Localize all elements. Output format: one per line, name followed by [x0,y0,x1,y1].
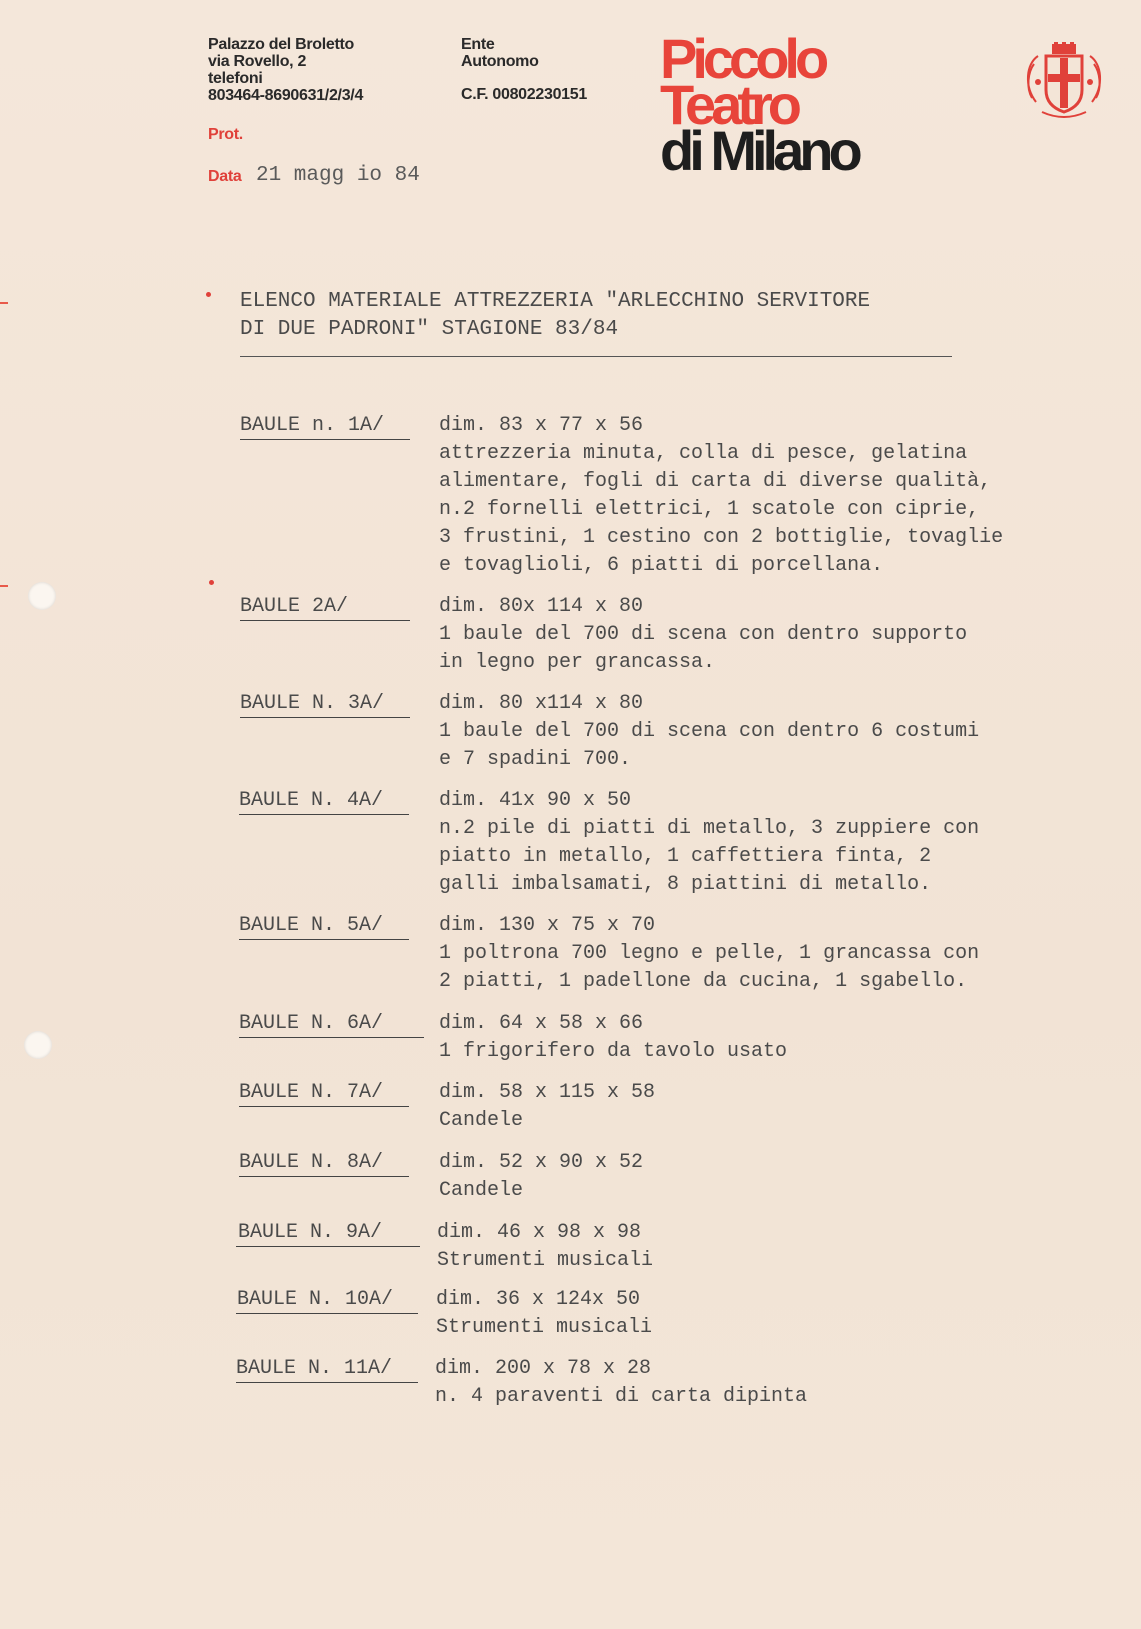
fold-mark [0,302,8,304]
title-line: ELENCO MATERIALE ATTREZZERIA "ARLECCHINO SERVITORE [240,290,871,313]
letterhead-address [208,36,363,104]
ente-line: Ente [461,36,495,53]
label-underline [240,717,410,718]
entry-line: 1 baule del 700 di scena con dentro supporto [439,623,968,646]
entry-line: dim. 130 x 75 x 70 [439,914,656,937]
punch-hole [24,1031,52,1059]
fold-mark [0,585,8,587]
entry-line: Strumenti musicali [436,1316,653,1339]
entry-line: 1 poltrona 700 legno e pelle, 1 grancassa con [439,942,980,965]
label-underline [239,1176,409,1177]
entry-label: BAULE 2A/ [240,595,349,618]
logo-line: di Milano [660,119,858,182]
entry-label: BAULE N. 4A/ [239,789,384,812]
red-dot [209,580,214,585]
entry-line: dim. 83 x 77 x 56 [439,414,644,437]
entry-line: e tovaglioli, 6 piatti di porcellana. [439,554,884,577]
entry-line: n.2 pile di piatti di metallo, 3 zuppiere con [439,817,980,840]
date-value: 21 magg io 84 [256,164,420,187]
entry-description [439,412,1003,580]
letterhead-cf: C.F. 00802230151 [461,86,587,103]
entry-line: 2 piatti, 1 padellone da cucina, 1 sgabello. [439,970,968,993]
entry-line: Candele [439,1179,524,1202]
label-underline [240,439,410,440]
entry-line: dim. 58 x 115 x 58 [439,1081,656,1104]
entry-line: dim. 80x 114 x 80 [439,595,644,618]
entry-line: n. 4 paraventi di carta dipinta [435,1385,808,1408]
entry-description [439,690,979,774]
entry-label: BAULE N. 5A/ [239,914,384,937]
entry-line: Strumenti musicali [437,1249,654,1272]
title-line: DI DUE PADRONI" STAGIONE 83/84 [240,318,619,341]
entry-label: BAULE n. 1A/ [240,414,385,437]
entry-line: alimentare, fogli di carta di diverse qualità, [439,470,992,493]
entry-label: BAULE N. 7A/ [239,1081,384,1104]
label-underline [236,1313,418,1314]
label-underline [239,939,409,940]
address-line: 803464-8690631/2/3/4 [208,87,364,104]
entry-label: BAULE N. 10A/ [237,1288,394,1311]
entry-label: BAULE N. 11A/ [236,1357,393,1380]
entry-line: dim. 41x 90 x 50 [439,789,632,812]
entry-line: dim. 36 x 124x 50 [436,1288,641,1311]
entry-description [435,1355,807,1411]
ente-line: Autonomo [461,53,539,70]
entry-label: BAULE N. 3A/ [240,692,385,715]
label-underline [239,1106,409,1107]
entry-label: BAULE N. 6A/ [239,1012,384,1035]
entry-line: dim. 80 x114 x 80 [439,692,644,715]
milan-crest-icon [1022,42,1106,124]
logo-line: Piccolo [660,27,825,90]
address-line: Palazzo del Broletto [208,36,355,53]
entry-description [439,1149,643,1205]
entry-description [439,1010,787,1066]
label-underline [236,1246,420,1247]
punch-hole [28,582,56,610]
document-title [240,288,870,344]
label-underline [236,1382,418,1383]
data-label: Data [208,168,242,185]
address-line: telefoni [208,70,263,87]
entry-line: 3 frustini, 1 cestino con 2 bottiglie, tovaglie [439,526,1004,549]
entry-line: e 7 spadini 700. [439,748,632,771]
entry-line: dim. 52 x 90 x 52 [439,1151,644,1174]
entry-description [437,1219,653,1275]
entry-description [439,787,979,899]
entry-line: piatto in metallo, 1 caffettiera finta, 2 [439,845,932,868]
label-underline [239,1037,424,1038]
address-line: via Rovello, 2 [208,53,307,70]
piccolo-teatro-logo [660,27,858,182]
entry-description [439,912,979,996]
entry-line: attrezzeria minuta, colla di pesce, gelatina [439,442,968,465]
entry-line: n.2 fornelli elettrici, 1 scatole con ciprie, [439,498,980,521]
entry-line: Candele [439,1109,524,1132]
entry-description [439,593,967,677]
entry-line: dim. 46 x 98 x 98 [437,1221,642,1244]
entry-line: in legno per grancassa. [439,651,716,674]
title-underline [240,356,952,357]
entry-line: galli imbalsamati, 8 piattini di metallo. [439,873,932,896]
label-underline [239,814,409,815]
entry-line: 1 baule del 700 di scena con dentro 6 costumi [439,720,980,743]
entry-description [439,1079,655,1135]
entry-label: BAULE N. 8A/ [239,1151,384,1174]
prot-label: Prot. [208,126,243,143]
entry-line: dim. 200 x 78 x 28 [435,1357,652,1380]
entry-description [436,1286,652,1342]
entry-label: BAULE N. 9A/ [238,1221,383,1244]
title-bullet [206,292,211,297]
letterhead-ente [461,36,539,70]
logo-line: Teatro [660,73,797,136]
label-underline [240,620,410,621]
entry-line: dim. 64 x 58 x 66 [439,1012,644,1035]
entry-line: 1 frigorifero da tavolo usato [439,1040,788,1063]
